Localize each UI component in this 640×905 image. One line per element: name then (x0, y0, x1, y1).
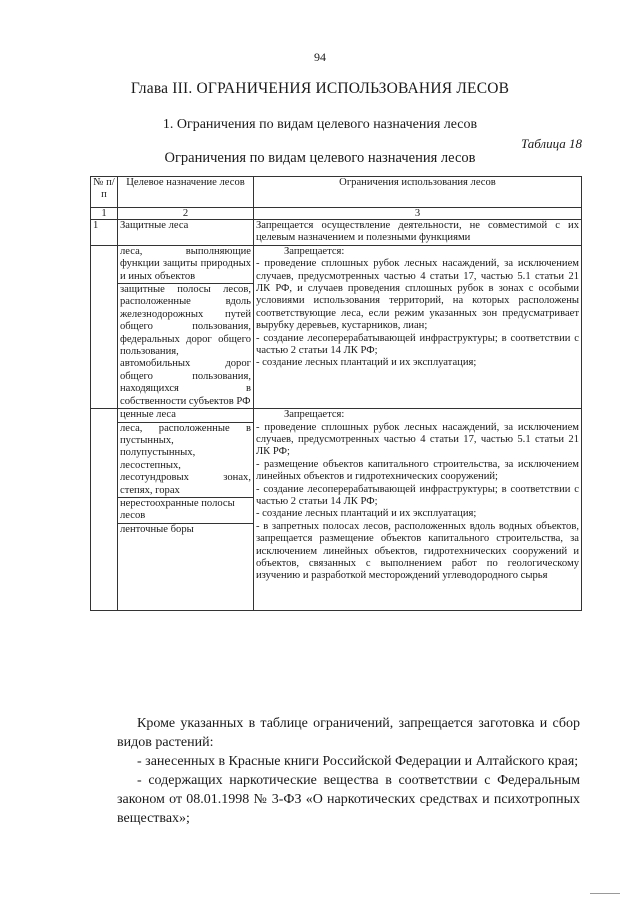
chapter-title: Глава III. ОГРАНИЧЕНИЯ ИСПОЛЬЗОВАНИЯ ЛЕСОВ (130, 80, 510, 97)
footer-mark (590, 893, 620, 895)
header-restrictions: Ограничения использования лесов (254, 177, 582, 208)
restriction-group-1 (254, 245, 582, 408)
restriction-item: - создание лесных плантаций и их эксплуатация; (256, 508, 477, 520)
purpose-cell: защитные полосы лесов, расположенные вдоль железнодорожных путей общего пользования, федеральных дорог общего пользования, автомобильных дорог общего пользования, находящихся в собственности субъектов РФ (118, 284, 254, 409)
page-number: 94 (314, 50, 326, 64)
restriction-item: - создание лесных плантаций и их эксплуатация; (256, 357, 477, 369)
paragraph-after-table: Кроме указанных в таблице ограничений, запрещается заготовка и сбор видов растений: (117, 716, 580, 750)
header-number: № п/п (91, 177, 118, 208)
restriction-title: Запрещается: (284, 245, 345, 257)
list-item: - занесенных в Красные книги Российской Федерации и Алтайского края; (137, 754, 579, 769)
table-row (91, 245, 582, 283)
purpose-cell: ленточные боры (118, 523, 254, 610)
restriction-title: Запрещается: (284, 409, 345, 421)
table-title: Ограничения по видам целевого назначения лесов (164, 150, 476, 166)
table-row (91, 409, 582, 422)
purpose-cell: нерестоохранные полосы лесов (118, 497, 254, 523)
restriction-group-2 (254, 409, 582, 611)
restriction-item: - проведение сплошных рубок лесных насаждений, за исключением случаев, предусмотренных частью 4 статьи 17, частью 5.1 статьи 21 ЛК РФ; (256, 421, 579, 458)
purpose-cell: леса, расположенные в пустынных, полупустынных, лесостепных, лесотундровых зонах, степях, горах (118, 422, 254, 497)
restrictions-table (90, 176, 582, 611)
purpose-cell: ценные леса (118, 409, 254, 422)
restriction-item: - размещение объектов капитального строительства, за исключением линейных объектов и гидротехнических сооружений; (256, 458, 579, 483)
table-column-numbers-row (91, 208, 582, 220)
col-number-3: 3 (254, 208, 582, 220)
header-purpose: Целевое назначение лесов (118, 177, 254, 208)
table-row (91, 220, 582, 246)
section-title: 1. Ограничения по видам целевого назначения лесов (162, 117, 478, 132)
col-number-1: 1 (91, 208, 118, 220)
restriction-cell: Запрещается осуществление деятельности, не совместимой с их целевым назначением и полезными функциями (254, 220, 582, 246)
list-item: - содержащих наркотические вещества в соответствии с Федеральным законом от 08.01.1998 № 3-ФЗ «О наркотических средствах и психотропных веществах»; (117, 773, 580, 826)
purpose-cell: леса, выполняющие функции защиты природных и иных объектов (118, 245, 254, 283)
restriction-item: - создание лесоперерабатывающей инфраструктуры; в соответствии с частью 2 статьи 14 ЛК РФ; (256, 483, 579, 507)
restriction-item: - проведение сплошных рубок лесных насаждений, за исключением случаев, предусмотренных частью 4 статьи 17, частью 5.1 статьи 21 ЛК РФ, и случаев проведения сплошных рубок в зонах с особыми условиями использования территорий, на которых расположены соответствующие леса, если режим указанных зон предусматривает вырубку деревьев, кустарников, лиан; (256, 258, 579, 332)
restriction-item: - создание лесоперерабатывающей инфраструктуры; в соответствии с частью 2 статьи 14 ЛК РФ; (256, 332, 579, 357)
table-header-row (91, 177, 582, 208)
table-label: Таблица 18 (520, 136, 582, 151)
restriction-item: - в запретных полосах лесов, расположенных вдоль водных объектов, запрещается размещение объектов капитального строительства, за исключением линейных объектов, гидротехнических сооружений и объектов, связанных с выполнением работ по геологическому изучению и разработкой месторождений углеводородного сырья (256, 520, 579, 582)
purpose-cell: Защитные леса (118, 220, 254, 246)
col-number-2: 2 (118, 208, 254, 220)
row-number: 1 (91, 220, 118, 246)
